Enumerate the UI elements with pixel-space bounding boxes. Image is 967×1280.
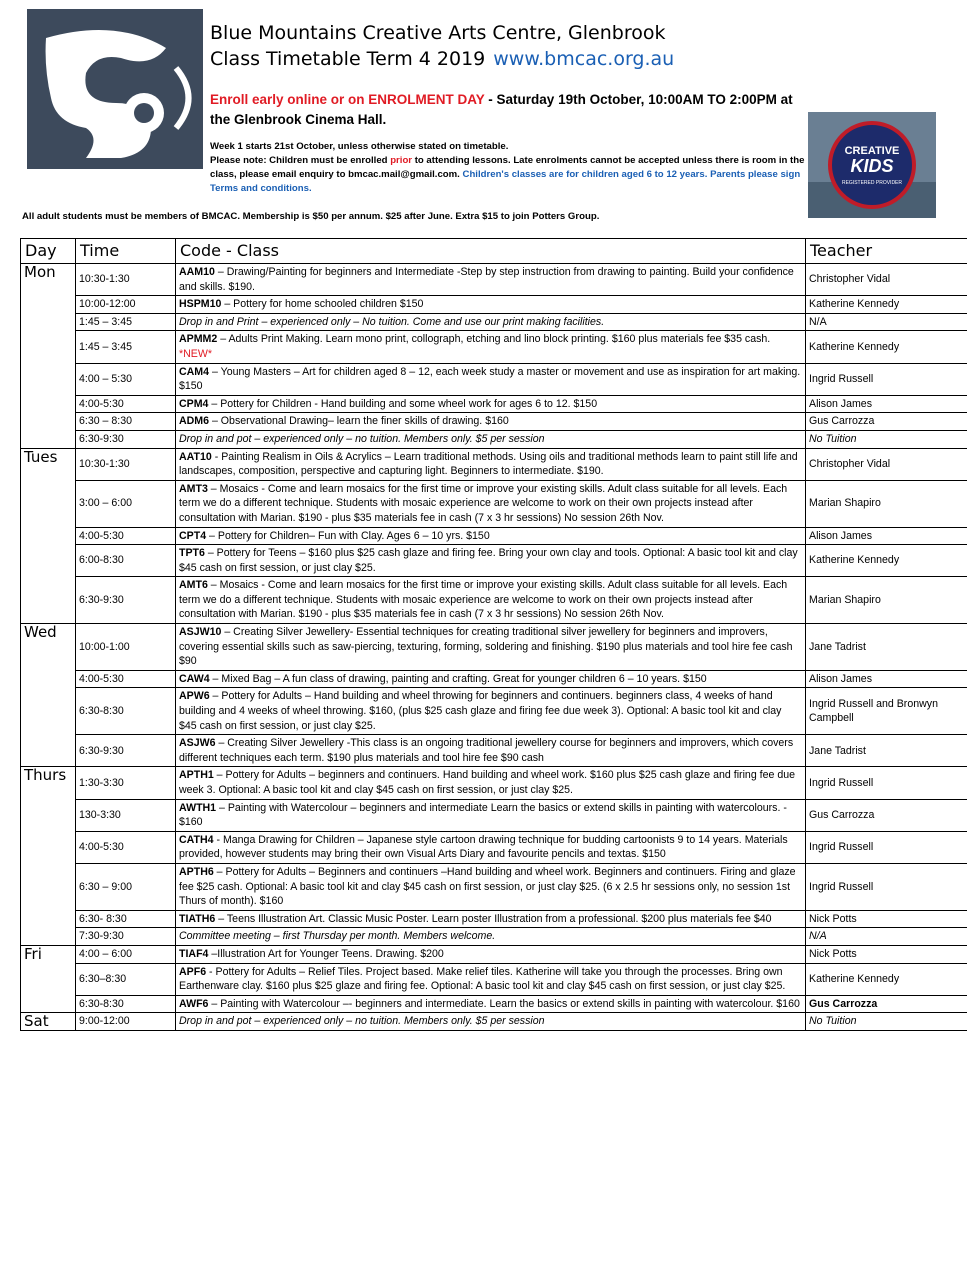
timetable-body [21,264,967,1031]
class-cell [176,910,806,928]
class-description: - Manga Drawing for Children – Japanese style cartoon drawing technique for budding cartoonists 9 to 14 years. Materials provided, however students may bring their own Visual Arts Diary and favourite pencils and textas. $150 [179,833,788,861]
time-cell: 10:00-12:00 [76,296,176,314]
day-cell [21,331,76,363]
time-cell: 6:30–8:30 [76,963,176,995]
teacher-cell: Jane Tadrist [806,735,967,767]
table-row [21,545,967,577]
day-cell [21,527,76,545]
class-description: – Pottery for Adults – Beginners and continuers –Hand building and wheel work. Beginners and continuers. Firing and glaze fee $25 cash. Optional: A basic tool kit and clay $45 cash on first session, or just clay $25. (6 x 2.5 hr sessions only, no session 1st Thurs of month). $160 [179,865,796,908]
table-row [21,430,967,448]
class-code: TIAF4 [179,947,209,960]
table-row [21,527,967,545]
table-header-row [21,239,967,264]
class-description: – Painting with Watercolour – beginners and intermediate Learn the basics or extend skills in painting with watercolours. - $160 [179,801,787,829]
table-row [21,1013,967,1031]
teacher-cell: N/A [806,313,967,331]
teacher-cell: Nick Potts [806,910,967,928]
teacher-cell: Ingrid Russell [806,363,967,395]
table-row [21,945,967,963]
teacher-cell: Katherine Kennedy [806,331,967,363]
table-row [21,928,967,946]
class-description: - Painting Realism in Oils & Acrylics – Learn traditional methods. Using oils and traditional methods learn to paint still life and landscapes, composition, perspective and capturing light. Beginners to intermediate. $190. [179,450,798,478]
class-cell [176,799,806,831]
class-code: APF6 [179,965,207,978]
membership-note: All adult students must be members of BMCAC. Membership is $50 per annum. $25 after June. Extra $15 to join Potters Group. [22,211,600,222]
class-code: AAT10 [179,450,212,463]
enrol-note-a: Please note: Children must be enrolled [210,155,391,166]
teacher-cell: Ingrid Russell and Bronwyn Campbell [806,688,967,735]
badge-line-3: REGISTERED PROVIDER [841,180,903,186]
class-description: – Mosaics - Come and learn mosaics for the first time or improve your existing skills. Adult class suitable for all levels. Each term we do a different technique. Students with mosaic experience are welcome to work on their own projects instead after consultation with Marian. $190 - plus $35 materials fee in cash (7 x 3 hr sessions) No session 26th Nov. [179,579,788,621]
class-cell [176,395,806,413]
class-cell [176,480,806,527]
class-description: Drop in and Print – experienced only – No tuition. Come and use our print making facilities. [179,315,605,328]
class-cell [176,624,806,671]
day-cell [21,863,76,910]
day-cell [21,395,76,413]
class-cell [176,527,806,545]
day-cell [21,831,76,863]
class-description: – Young Masters – Art for children aged 8 – 12, each week study a master or movement and use as inspiration for art making. $150 [179,365,801,393]
class-description: – Teens Illustration Art. Classic Music Poster. Learn poster Illustration from a professional. $200 plus materials fee $40 [215,912,772,925]
time-cell: 9:00-12:00 [76,1013,176,1031]
class-code: CPM4 [179,397,209,410]
table-row [21,448,967,480]
header-class: Code - Class [176,239,806,264]
day-cell: Tues [21,448,76,480]
day-cell [21,799,76,831]
time-cell: 6:30 – 9:00 [76,863,176,910]
enrol-note-prior: prior [390,155,413,166]
header-day: Day [21,239,76,264]
class-cell [176,448,806,480]
time-cell: 10:30-1:30 [76,264,176,296]
teacher-cell: No Tuition [806,1013,967,1031]
title-line-2 [210,46,810,72]
website-link[interactable]: www.bmcac.org.au [493,48,675,70]
time-cell: 7:30-9:30 [76,928,176,946]
teacher-cell: Nick Potts [806,945,967,963]
time-cell: 1:45 – 3:45 [76,331,176,363]
time-cell: 4:00-5:30 [76,670,176,688]
teacher-cell: No Tuition [806,430,967,448]
class-cell [176,688,806,735]
class-cell [176,296,806,314]
class-description: Drop in and pot – experienced only – no tuition. Members only. $5 per session [179,1015,545,1028]
class-cell [176,863,806,910]
notes [210,140,810,196]
time-cell: 6:30-9:30 [76,430,176,448]
day-cell [21,480,76,527]
time-cell: 6:30-8:30 [76,688,176,735]
day-cell [21,577,76,624]
day-cell [21,928,76,946]
time-cell: 6:30-8:30 [76,995,176,1013]
enrol-note [210,154,810,196]
day-cell: Wed [21,624,76,671]
teacher-cell: Katherine Kennedy [806,296,967,314]
table-row [21,910,967,928]
header [210,20,810,196]
table-row [21,735,967,767]
class-cell [176,963,806,995]
class-description: - Pottery for Adults – Relief Tiles. Project based. Make relief tiles. Katherine will take you through the processes. Bring own Earthenware clay. $160 plus $25 glaze and firing fee. Optional: A basic tool kit and clay $45 cash on first session, or just clay $25. [179,965,786,993]
teacher-cell: Ingrid Russell [806,831,967,863]
table-row [21,863,967,910]
class-cell [176,735,806,767]
class-cell [176,545,806,577]
time-cell: 6:30 – 8:30 [76,413,176,431]
class-cell [176,1013,806,1031]
time-cell: 6:30- 8:30 [76,910,176,928]
time-cell: 4:00-5:30 [76,831,176,863]
teacher-cell: Christopher Vidal [806,448,967,480]
creative-kids-badge [808,112,936,218]
class-code: APW6 [179,690,210,703]
title-line-1: Blue Mountains Creative Arts Centre, Glenbrook [210,22,666,44]
time-cell: 1:45 – 3:45 [76,313,176,331]
header-teacher: Teacher [806,239,967,264]
table-row [21,413,967,431]
table-row [21,670,967,688]
class-description: – Drawing/Painting for beginners and Intermediate -Step by step instruction from drawing to painting. Build your confidence and skills. $190. [179,266,794,293]
class-description: – Creating Silver Jewellery- Essential techniques for creating traditional silver jewellery for beginners and improvers, covering essential skills such as saw-piercing, texturing, forming, soldering and finishing. $190 plus materials and tool hire fee cash $90 [179,626,793,668]
day-cell [21,363,76,395]
time-cell: 4:00-5:30 [76,527,176,545]
day-cell [21,670,76,688]
teacher-cell: Alison James [806,527,967,545]
class-code: ASJW6 [179,737,216,750]
time-cell: 4:00-5:30 [76,395,176,413]
teacher-cell: Katherine Kennedy [806,963,967,995]
table-row [21,395,967,413]
table-row [21,577,967,624]
class-code: APTH1 [179,769,214,782]
term-title: Class Timetable Term 4 2019 [210,48,486,70]
time-cell: 10:00-1:00 [76,624,176,671]
teacher-cell: Gus Carrozza [806,799,967,831]
class-cell [176,313,806,331]
new-badge: *NEW* [179,347,212,360]
class-cell [176,363,806,395]
class-cell [176,945,806,963]
day-cell [21,313,76,331]
table-row [21,688,967,735]
time-cell: 4:00 – 5:30 [76,363,176,395]
class-code: APMM2 [179,333,218,346]
teacher-cell: Alison James [806,395,967,413]
class-code: CAW4 [179,672,210,685]
class-description: – Observational Drawing– learn the finer skills of drawing. $160 [209,415,509,428]
class-code: HSPM10 [179,298,222,311]
time-cell: 10:30-1:30 [76,448,176,480]
class-code: AWF6 [179,997,209,1010]
badge-line-1: CREATIVE [844,145,900,157]
table-row [21,331,967,363]
class-code: AMT6 [179,579,208,592]
children-note: Children's classes are for children aged 6 to 12 years. Parents please sign Terms and conditions. [210,169,801,194]
time-cell: 4:00 – 6:00 [76,945,176,963]
teacher-cell: Marian Shapiro [806,577,967,624]
table-row [21,624,967,671]
time-cell: 6:30-9:30 [76,735,176,767]
class-code: TPT6 [179,547,205,560]
teacher-cell: N/A [806,928,967,946]
table-row [21,831,967,863]
table-row [21,799,967,831]
class-cell [176,264,806,296]
class-description: Drop in and pot – experienced only – no tuition. Members only. $5 per session [179,432,545,445]
teacher-cell: Christopher Vidal [806,264,967,296]
teacher-cell: Jane Tadrist [806,624,967,671]
day-cell: Thurs [21,767,76,799]
enrol-early-text: Enroll early online or on ENROLMENT DAY [210,92,485,107]
day-cell [21,910,76,928]
table-row [21,767,967,799]
class-timetable [20,238,967,1031]
week-note: Week 1 starts 21st October, unless otherwise stated on timetable. [210,141,509,152]
time-cell: 6:30-9:30 [76,577,176,624]
class-cell [176,331,806,363]
day-cell [21,545,76,577]
class-cell [176,413,806,431]
day-cell [21,296,76,314]
teacher-cell: Gus Carrozza [806,413,967,431]
class-description: – Mixed Bag – A fun class of drawing, painting and crafting. Great for younger children 6 – 10 years. $150 [209,672,707,685]
day-cell [21,963,76,995]
class-cell [176,928,806,946]
teacher-cell: Gus Carrozza [806,995,967,1013]
class-cell [176,430,806,448]
teacher-cell: Ingrid Russell [806,863,967,910]
day-cell [21,430,76,448]
class-code: CPT4 [179,529,207,542]
day-cell [21,688,76,735]
teacher-cell: Katherine Kennedy [806,545,967,577]
class-description: – Adults Print Making. Learn mono print, collograph, etching and lino block printing. $160 plus materials fee $35 cash. [217,333,771,346]
time-cell: 3:00 – 6:00 [76,480,176,527]
class-code: ASJW10 [179,626,222,639]
time-cell: 6:00-8:30 [76,545,176,577]
day-cell: Sat [21,1013,76,1031]
table-row [21,963,967,995]
class-code: TIATH6 [179,912,216,925]
table-row [21,313,967,331]
table-row [21,995,967,1013]
table-row [21,264,967,296]
day-cell [21,413,76,431]
class-code: APTH6 [179,865,214,878]
badge-line-2: KIDS [850,156,894,176]
day-cell [21,735,76,767]
class-code: CATH4 [179,833,214,846]
enrolment-notice [210,90,810,130]
class-description: – Pottery for Children - Hand building and some wheel work for ages 6 to 12. $150 [208,397,598,410]
class-description: – Pottery for Adults – beginners and continuers. Hand building and wheel work. $160 plus $25 cash glaze and firing fee due week 3. Optional: A basic tool kit and clay $45 cash on first session, or just clay $25. [179,769,796,796]
class-cell [176,831,806,863]
day-cell: Mon [21,264,76,296]
enrol-note-b: to attending lessons. Late enrolments cannot be accepted unless there is room in the class, please email enquiry to bmcac.mail@gmail.com. [210,155,805,180]
header-time: Time [76,239,176,264]
teacher-cell: Ingrid Russell [806,767,967,799]
class-description: – Mosaics - Come and learn mosaics for the first time or improve your existing skills. Adult class suitable for all levels. Each term we do a different technique. Students with mosaic experience are welcome to work on their own projects instead after consultation with Marian. $190 - plus $35 materials fee in cash (7 x 3 hr sessions) No session 26th Nov. [179,482,788,524]
class-description: – Pottery for Children– Fun with Clay. Ages 6 – 10 yrs. $150 [206,529,490,542]
time-cell: 130-3:30 [76,799,176,831]
class-code: AAM10 [179,266,215,278]
table-row [21,363,967,395]
table-row [21,480,967,527]
time-cell: 1:30-3:30 [76,767,176,799]
teacher-cell: Alison James [806,670,967,688]
table-row [21,296,967,314]
class-description: – Creating Silver Jewellery -This class is an ongoing traditional jewellery course for beginners and improvers, which covers different techniques each term. $190 plus materials and tool hire fee $90 cash [179,737,794,764]
class-code: CAM4 [179,365,210,378]
day-cell: Fri [21,945,76,963]
class-code: ADM6 [179,415,210,428]
bmcac-logo [26,8,204,170]
class-cell [176,995,806,1013]
teacher-cell: Marian Shapiro [806,480,967,527]
class-code: AWTH1 [179,801,217,814]
class-code: AMT3 [179,482,208,495]
class-cell [176,670,806,688]
class-cell [176,767,806,799]
class-description: – Painting with Watercolour –- beginners and intermediate. Learn the basics or extend skills in painting with watercolour. $160 [208,997,800,1010]
class-description: Committee meeting – first Thursday per month. Members welcome. [179,930,496,943]
class-cell [176,577,806,624]
enrol-details: - Saturday 19th October, 10:00AM TO 2:00PM at the Glenbrook Cinema Hall. [210,92,793,127]
class-description: – Pottery for home schooled children $150 [221,298,424,311]
day-cell [21,995,76,1013]
class-description: – Pottery for Teens – $160 plus $25 cash glaze and firing fee. Bring your own clay and tools. Optional: A basic tool kit and clay $45 cash on first session, or just clay $25. [179,547,798,574]
class-description: –Illustration Art for Younger Teens. Drawing. $200 [208,947,444,960]
class-description: – Pottery for Adults – Hand building and wheel throwing for beginners and continuers. beginners class, 4 weeks of hand building and 4 weeks of wheel throwing. $160, (plus $25 cash glaze and firing fee due week 3). Optional: A basic tool kit and clay $45 cash on first session, or just clay $25. [179,690,782,732]
